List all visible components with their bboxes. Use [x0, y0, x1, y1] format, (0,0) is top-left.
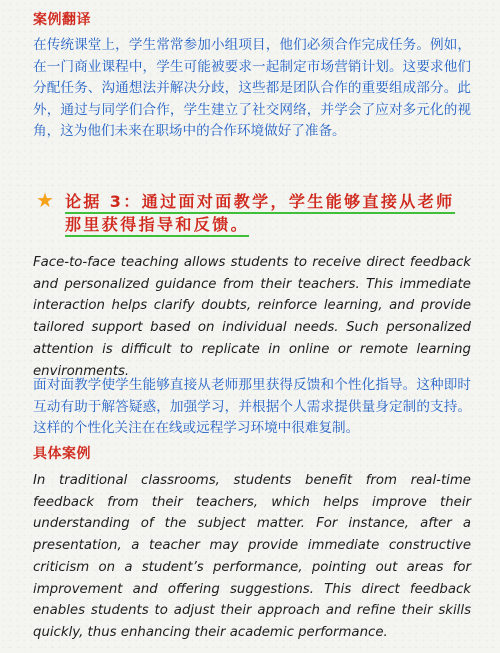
specific-case-paragraph: In traditional classrooms, students benefit from real-time feedback from their teachers, which helps improve their understanding of the subject matter. For instance, after a presentation, a teacher may provide immediate constructive criticism on a student’s performance, pointing out areas for improvement and offering suggestions. This direct feedback enables students to adjust their approach and refine their skills quickly, thus enhancing their academic performance. [33, 473, 471, 640]
star-icon: ★ [36, 188, 54, 212]
argument-claim-heading [65, 190, 485, 236]
section-title-case-translation: 案例翻译 [33, 12, 91, 28]
section-title-specific-case: 具体案例 [33, 446, 91, 462]
english-paragraph: Face-to-face teaching allows students to receive direct feedback and personalized guidance from their teachers. This immediate interaction helps clarify doubts, reinforce learning, and provide tailored support based on individual needs. Such personalized attention is difficult to replicate in online or remote learning environments. [33, 255, 471, 379]
case-translation-paragraph: 在传统课堂上，学生常常参加小组项目，他们必须合作完成任务。例如，在一门商业课程中，学生可能被要求一起制定市场营销计划。这要求他们分配任务、沟通想法并解决分歧，这些都是团队合作的重要组成部分。此外，通过与同学们合作，学生建立了社交网络，并学会了应对多元化的视角，这为他们未来在职场中的合作环境做好了准备。 [33, 37, 471, 139]
claim-line-1: 论据 3：通过面对面教学，学生能够直接从老师 [65, 192, 455, 214]
chinese-translation-paragraph: 面对面教学使学生能够直接从老师那里获得反馈和个性化指导。这种即时互动有助于解答疑惑，加强学习，并根据个人需求提供量身定制的支持。这样的个性化关注在在线或远程学习环境中很难复制。 [33, 377, 471, 436]
claim-line-2: 那里获得指导和反馈。 [65, 215, 249, 237]
